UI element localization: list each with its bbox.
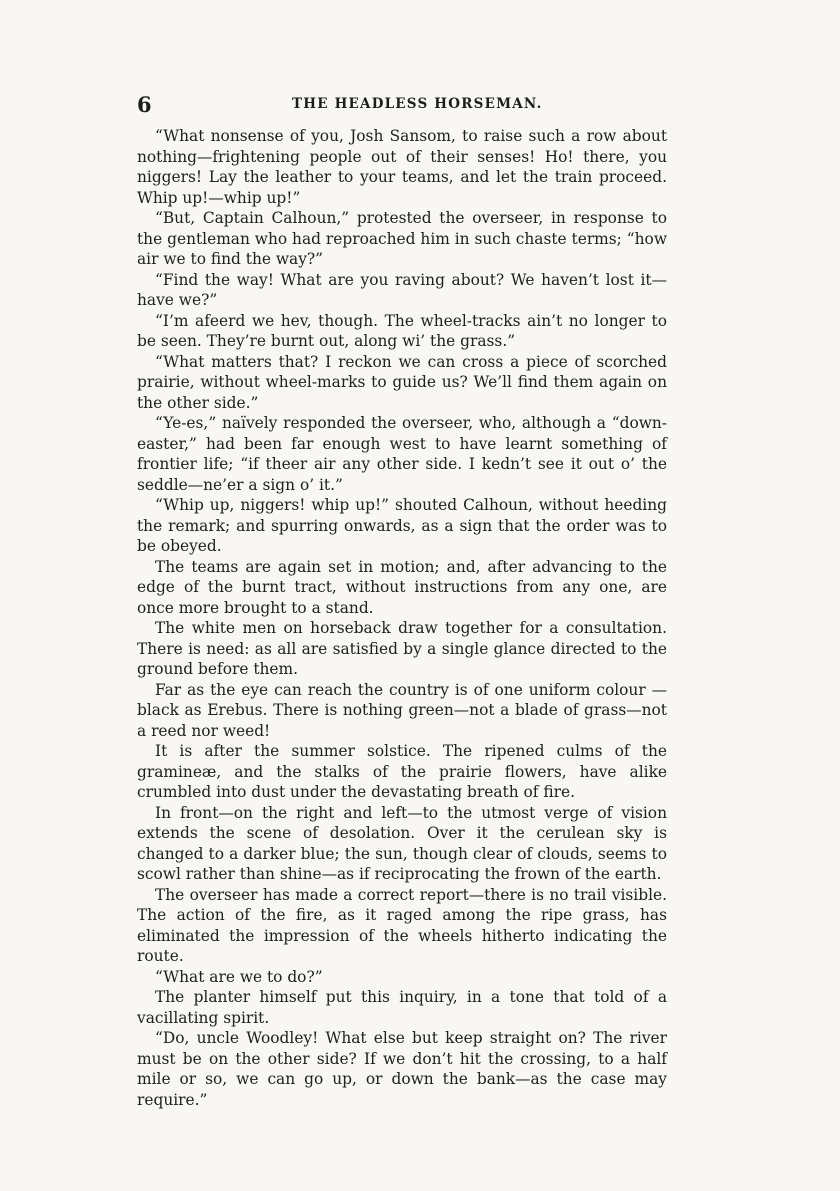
paragraph: “What are we to do?” <box>155 967 323 986</box>
paragraph: Far as the eye can reach the country is of one uniform colour —black as Erebus. There is nothing green—not a blade of grass—not a reed nor weed! <box>137 680 667 740</box>
paragraph: “Find the way! What are you raving about? We haven’t lost it—have we?” <box>137 270 667 309</box>
paragraph: In front—on the right and left—to the utmost verge of vision extends the scene of desolation. Over it the cerulean sky is changed to a darker blue; the sun, though clear of clouds, seems to scowl rather than shine—as if reciprocating the frown of the earth. <box>137 803 667 883</box>
paragraph: “What nonsense of you, Josh Sansom, to raise such a row about nothing—frightening people out of their senses! Ho! there, you niggers! Lay the leather to your teams, and let the train proceed. Whip up!—whip up!” <box>137 127 667 207</box>
paragraph: It is after the summer solstice. The ripened culms of the gramineæ, and the stalks of the prairie flowers, have alike crumbled into dust under the devastating breath of fire. <box>137 742 667 801</box>
running-head: THE HEADLESS HORSEMAN. <box>292 96 543 112</box>
paragraph: The overseer has made a correct report—there is no trail visible. The action of the fire, as it raged among the ripe grass, has eliminated the impression of the wheels hitherto indicating the route. <box>137 885 667 965</box>
page-number: 6 <box>137 92 152 117</box>
page-header <box>137 92 667 118</box>
paragraph: “But, Captain Calhoun,” protested the overseer, in response to the gentleman who had reproached him in such chaste terms; “how air we to find the way?” <box>137 209 667 268</box>
paragraph: The planter himself put this inquiry, in a tone that told of a vacillating spirit. <box>137 988 667 1027</box>
paragraph: The teams are again set in motion; and, after advancing to the edge of the burnt tract, without instructions from any one, are once more brought to a stand. <box>137 557 667 617</box>
paragraph: “Do, uncle Woodley! What else but keep straight on? The river must be on the other side? If we don’t hit the crossing, to a half mile or so, we can go up, or down the bank—as the case may require.” <box>137 1029 667 1109</box>
paragraph: “What matters that? I reckon we can cross a piece of scorched prairie, without wheel-marks to guide us? We’ll find them again on the other side.” <box>137 352 667 412</box>
paragraph: “Whip up, niggers! whip up!” shouted Calhoun, without heeding the remark; and spurring onwards, as a sign that the order was to be obeyed. <box>137 496 667 555</box>
body-text <box>137 126 667 1110</box>
paragraph: The white men on horseback draw together for a consultation. There is need: as all are satisfied by a single glance directed to the ground before them. <box>137 619 667 678</box>
paragraph: “I’m afeerd we hev, though. The wheel-tracks ain’t no longer to be seen. They’re burnt out, along wi’ the grass.” <box>137 311 667 350</box>
paragraph: “Ye-es,” naïvely responded the overseer, who, although a “down-easter,” had been far enough west to have learnt something of frontier life; “if theer air any other side. I kedn’t see it out o’ the seddle—ne’er a sign o’ it.” <box>137 414 667 494</box>
